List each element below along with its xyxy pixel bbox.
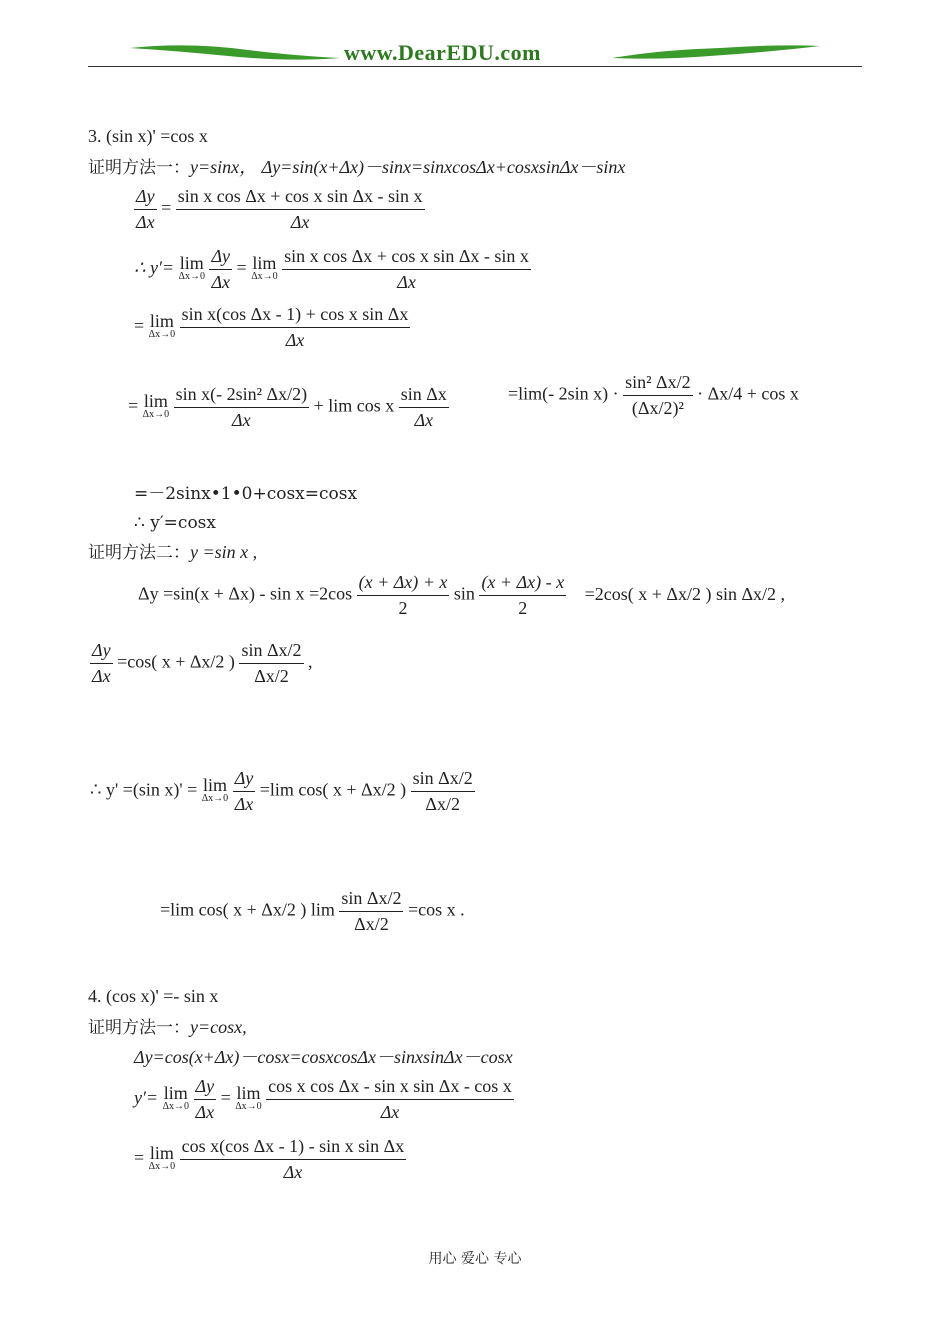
method2-dy-equation: Δy =sin(x + Δx) - sin x =2cos $\frac{(x + \Delta x) + x}{2}$ sin $\frac{(x + \Delta x) - x}{2}$ =2cos( x + Δx/2 ) sin Δx/2 ,: [138, 572, 786, 618]
limit-operator-4: lim Δx→0: [142, 390, 170, 420]
header-rule: [88, 66, 862, 67]
sin-half-over-half-3: $\frac{\text{sin Δx/2}}{\Delta x/2}$: [341, 888, 402, 934]
method3-limit-equation-1: y′= lim Δx→0 $\frac{\Delta y}{\Delta x}$ = lim Δx→0 $\frac{\text{cos x cos Δx - sin x sin Δx - cos x}}{\Delta x}$: [134, 1076, 512, 1122]
limit-equation-2: = lim Δx→0 $\frac{\text{sin x(cos Δx - 1) + cos x sin Δx}}{\Delta x}$: [134, 304, 409, 350]
left-swoosh-decoration: [128, 40, 343, 64]
dy-dx-fraction: $\frac{\Delta y}{\Delta x}$: [136, 186, 155, 232]
method2-derivative-equation: ∴ y' =(sin x)' = lim Δx→0 $\frac{\Delta y}{\Delta x}$ =lim cos( x + Δx/2 ) $\frac{\text{sin Δx/2}}{\Delta x/2}$: [90, 768, 473, 814]
limit-operator-6: lim Δx→0: [162, 1082, 190, 1112]
method3-limit-equation-2: = lim Δx→0 $\frac{\text{cos x(cos Δx - 1) - sin x sin Δx}}{\Delta x}$: [134, 1136, 405, 1182]
dy-dx-fraction-5: $\frac{\Delta y}{\Delta x}$: [195, 1076, 215, 1122]
method3-label: 证明方法一：: [88, 1018, 190, 1038]
method3-line: 证明方法一：y=cosx,: [88, 1017, 247, 1038]
cos-grouped-fraction: $\frac{\text{cos x(cos Δx - 1) - sin x sin Δx}}{\Delta x}$: [181, 1136, 405, 1182]
limit-operator-8: lim Δx→0: [148, 1142, 176, 1172]
sin-half-over-half: $\frac{\text{sin Δx/2}}{\Delta x/2}$: [241, 640, 302, 686]
item4-title: 4. (cos x)' =- sin x: [88, 986, 219, 1006]
ratio-equation-1: $\frac{\Delta y}{\Delta x}$ = $\frac{\text{sin x cos Δx + cos x sin Δx - sin x}}{\Delta x}$: [136, 186, 423, 232]
difference-fraction-2: $\frac{\text{sin x cos Δx + cos x sin Δx - sin x}}{\Delta x}$: [284, 246, 529, 292]
dy-dx-fraction-4: $\frac{\Delta y}{\Delta x}$: [234, 768, 254, 814]
sin-dx-over-dx: $\frac{\text{sin Δx}}{\Delta x}$: [400, 384, 447, 430]
method3-dy-line: Δy=cos(x+Δx)－cosx=cosxcosΔx－sinxsinΔx－cosx: [134, 1047, 513, 1067]
limit-operator-5: lim Δx→0: [201, 774, 229, 804]
grouped-fraction: $\frac{\text{sin x(cos Δx - 1) + cos x sin Δx}}{\Delta x}$: [181, 304, 409, 350]
limit-equation-4: =lim(- 2sin x) · $\frac{\text{sin² Δx/2}}{\text{(Δx/2)²}}$ · Δx/4 + cos x: [508, 372, 799, 418]
method2-line: 证明方法二：y =sin x ,: [88, 542, 258, 563]
result-line: =－2sinx•1•0+cosx=cosx: [134, 484, 358, 504]
limit-equation-3: = lim Δx→0 $\frac{\text{sin x(- 2sin² Δx/2)}}{\Delta x}$ + lim cos x $\frac{\text{sin Δx}}{\Delta x}$: [128, 384, 447, 430]
diff-over-two: $\frac{(x + \Delta x) - x}{2}$: [481, 572, 565, 618]
right-swoosh-decoration: [610, 40, 822, 64]
limit-operator-2: lim Δx→0: [251, 252, 278, 282]
dy-dx-fraction-2: $\frac{\Delta y}{\Delta x}$: [211, 246, 231, 292]
difference-fraction: $\frac{\text{sin x cos Δx + cos x sin Δx - sin x}}{\Delta x}$: [177, 186, 423, 232]
therefore-result: ∴ y′=cosx: [134, 513, 216, 533]
method1-line: [88, 157, 625, 178]
item3-title: 3. (sin x)' =cos x: [88, 126, 208, 146]
limit-operator-3: lim Δx→0: [148, 310, 176, 340]
method1-expression: y=sinx， Δy=sin(x+Δx)－sinx=sinxcosΔx+cosxsinΔx－sinx: [190, 157, 626, 177]
page-footer: 用心 爱心 专心: [428, 1251, 522, 1267]
limit-operator-7: lim Δx→0: [235, 1082, 262, 1112]
sum-over-two: $\frac{(x + \Delta x) + x}{2}$: [358, 572, 448, 618]
cos-difference-fraction: $\frac{\text{cos x cos Δx - sin x sin Δx - cos x}}{\Delta x}$: [268, 1076, 512, 1122]
dy-dx-fraction-3: $\frac{\Delta y}{\Delta x}$: [92, 640, 111, 686]
method2-label: 证明方法二：: [88, 543, 190, 563]
limit-operator: lim Δx→0: [178, 252, 205, 282]
site-logo: www.DearEDU.com: [344, 40, 541, 65]
sin-squared-over-square: $\frac{\text{sin² Δx/2}}{\text{(Δx/2)²}}$: [625, 372, 691, 418]
sin-half-over-half-2: $\frac{\text{sin Δx/2}}{\Delta x/2}$: [412, 768, 473, 814]
limit-equation-1: ∴ y′= lim Δx→0 $\frac{\Delta y}{\Delta x}$ = lim Δx→0 $\frac{\text{sin x cos Δx + cos x sin Δx - sin x}}{\Delta x}$: [134, 246, 529, 292]
method2-ratio-equation: $\frac{\Delta y}{\Delta x}$ =cos( x + Δx/2 ) $\frac{\text{sin Δx/2}}{\Delta x/2}$ ,: [92, 640, 313, 686]
sin-squared-fraction: $\frac{\text{sin x(- 2sin² Δx/2)}}{\Delta x}$: [175, 384, 308, 430]
method2-final-equation: =lim cos( x + Δx/2 ) lim $\frac{\text{sin Δx/2}}{\Delta x/2}$ =cos x .: [160, 888, 465, 934]
method1-label: 证明方法一：: [88, 158, 190, 178]
